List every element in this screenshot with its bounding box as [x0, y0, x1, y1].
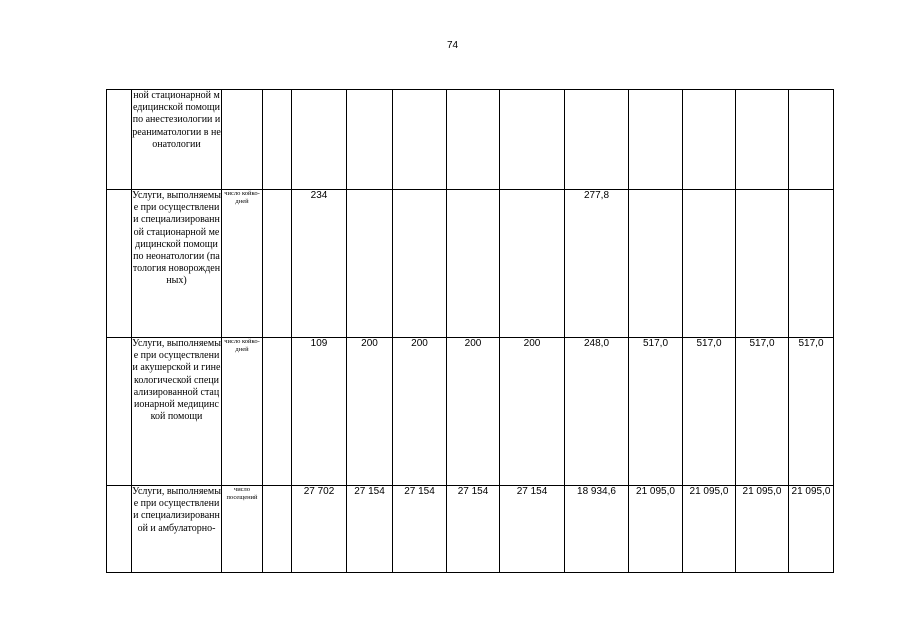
value-cell	[683, 90, 736, 190]
value-cell	[347, 90, 393, 190]
value-cell: 21 095,0	[789, 486, 834, 573]
value-cell	[447, 190, 500, 338]
value-cell	[263, 486, 292, 573]
value-cell: 21 095,0	[736, 486, 789, 573]
value-cell: 27 702	[292, 486, 347, 573]
service-name: ной стационарной медицинской помощи по анестезиологии и реаниматологии в неонатологии	[132, 90, 222, 190]
table-row	[107, 190, 834, 338]
value-cell	[736, 90, 789, 190]
value-cell: 27 154	[500, 486, 565, 573]
value-cell	[263, 190, 292, 338]
value-cell	[292, 90, 347, 190]
value-cell: 27 154	[393, 486, 447, 573]
value-cell: 200	[393, 338, 447, 486]
value-cell: 200	[347, 338, 393, 486]
service-name: Услуги, выполняемые при осуществлении акушерской и гинекологической специализированной стационарной медицинской помощи	[132, 338, 222, 486]
value-cell: 277,8	[565, 190, 629, 338]
value-cell	[629, 190, 683, 338]
value-cell	[447, 90, 500, 190]
value-cell: 21 095,0	[683, 486, 736, 573]
value-cell	[789, 190, 834, 338]
value-cell: 18 934,6	[565, 486, 629, 573]
value-cell	[565, 90, 629, 190]
value-cell	[789, 90, 834, 190]
value-cell	[393, 190, 447, 338]
blank-cell	[107, 338, 132, 486]
value-cell: 517,0	[629, 338, 683, 486]
value-cell	[736, 190, 789, 338]
value-cell: 27 154	[347, 486, 393, 573]
unit-cell: число койко-дней	[222, 338, 263, 486]
value-cell	[263, 90, 292, 190]
blank-cell	[107, 90, 132, 190]
table-row	[107, 486, 834, 573]
value-cell	[347, 190, 393, 338]
value-cell: 27 154	[447, 486, 500, 573]
unit-cell: число койко-дней	[222, 190, 263, 338]
value-cell	[683, 190, 736, 338]
service-name: Услуги, выполняемые при осуществлении специализированной и амбулаторно-	[132, 486, 222, 573]
unit-cell: число посещений	[222, 486, 263, 573]
value-cell: 517,0	[683, 338, 736, 486]
value-cell: 21 095,0	[629, 486, 683, 573]
table-row	[107, 90, 834, 190]
value-cell	[629, 90, 683, 190]
value-cell	[393, 90, 447, 190]
service-name: Услуги, выполняемые при осуществлении специализированной стационарной медицинской помощи по неонатологии (патология новорожденных)	[132, 190, 222, 338]
blank-cell	[107, 486, 132, 573]
value-cell: 248,0	[565, 338, 629, 486]
unit-cell	[222, 90, 263, 190]
blank-cell	[107, 190, 132, 338]
value-cell: 109	[292, 338, 347, 486]
value-cell: 517,0	[736, 338, 789, 486]
page-number: 74	[446, 40, 459, 51]
value-cell	[500, 190, 565, 338]
value-cell	[263, 338, 292, 486]
value-cell: 200	[447, 338, 500, 486]
value-cell: 200	[500, 338, 565, 486]
value-cell: 234	[292, 190, 347, 338]
services-table	[106, 89, 834, 573]
table-row	[107, 338, 834, 486]
value-cell: 517,0	[789, 338, 834, 486]
value-cell	[500, 90, 565, 190]
